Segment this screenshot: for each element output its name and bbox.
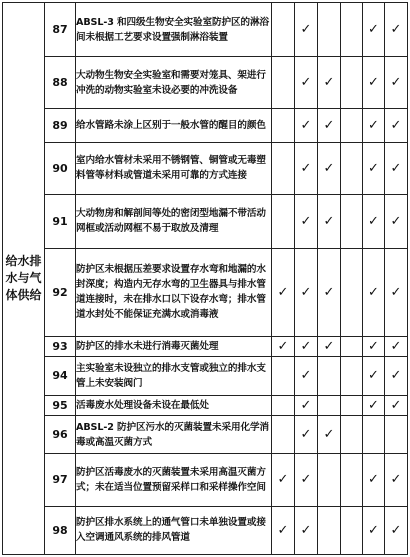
check-mark-icon: ✓ — [300, 75, 312, 91]
item-number: 89 — [45, 108, 76, 142]
check-mark-icon: ✓ — [368, 213, 379, 229]
item-number: 94 — [45, 356, 76, 395]
requirements-table — [2, 2, 408, 555]
item-number: 87 — [45, 3, 76, 57]
check-cell — [385, 108, 408, 142]
check-mark-icon: ✓ — [368, 75, 379, 91]
table-row — [3, 57, 408, 108]
check-cell — [272, 454, 295, 506]
item-description: ABSL-3 和四级生物安全实验室防护区的淋浴间未根据工艺要求设置强制淋浴装置 — [76, 3, 272, 57]
table-body — [3, 3, 408, 555]
check-mark-icon: ✓ — [368, 472, 379, 488]
item-number: 98 — [45, 506, 76, 554]
check-mark-icon: ✓ — [368, 522, 379, 538]
item-description: 室内给水管材未采用不锈钢管、铜管或无毒塑料管等材料或管道未采用可靠的方式连接 — [76, 142, 272, 194]
check-cell — [295, 142, 318, 194]
item-number: 90 — [45, 142, 76, 194]
check-mark-icon: ✓ — [277, 284, 289, 300]
check-cell — [272, 57, 295, 108]
check-cell — [341, 416, 363, 454]
check-cell — [295, 57, 318, 108]
check-cell — [341, 57, 363, 108]
check-cell — [363, 248, 385, 336]
check-mark-icon: ✓ — [390, 368, 402, 384]
check-mark-icon: ✓ — [300, 338, 312, 354]
check-mark-icon: ✓ — [300, 522, 312, 538]
check-mark-icon: ✓ — [390, 117, 402, 133]
item-number: 88 — [45, 57, 76, 108]
item-description: 防护区排水系统上的通气管口未单独设置或接入空调通风系统的排风管道 — [76, 506, 272, 554]
item-number: 93 — [45, 337, 76, 357]
check-cell — [318, 3, 341, 57]
check-cell — [272, 506, 295, 554]
check-mark-icon: ✓ — [300, 397, 312, 413]
check-mark-icon: ✓ — [300, 427, 312, 443]
check-cell — [363, 416, 385, 454]
check-cell — [341, 248, 363, 336]
table-row — [3, 195, 408, 248]
check-mark-icon: ✓ — [368, 368, 379, 384]
check-mark-icon: ✓ — [390, 75, 402, 91]
check-cell — [272, 248, 295, 336]
item-number: 97 — [45, 454, 76, 506]
item-description: ABSL-2 防护区污水的灭菌装置未采用化学消毒或高温灭菌方式 — [76, 416, 272, 454]
check-cell — [295, 195, 318, 248]
check-cell — [318, 454, 341, 506]
check-cell — [295, 3, 318, 57]
item-description: 主实验室未设独立的排水支管或独立的排水支管上未安装阀门 — [76, 356, 272, 395]
check-cell — [318, 248, 341, 336]
category-cell: 给水排水与气体供给 — [3, 3, 45, 555]
check-cell — [318, 416, 341, 454]
check-cell — [318, 195, 341, 248]
check-cell — [385, 337, 408, 357]
check-cell — [363, 454, 385, 506]
check-cell — [295, 454, 318, 506]
item-description: 大动物房和解剖间等处的密闭型地漏不带活动网框或活动网框不易于取放及清理 — [76, 195, 272, 248]
check-mark-icon: ✓ — [323, 117, 335, 133]
check-cell — [272, 142, 295, 194]
check-cell — [272, 195, 295, 248]
check-cell — [363, 195, 385, 248]
check-mark-icon: ✓ — [390, 472, 402, 488]
check-mark-icon: ✓ — [390, 22, 402, 38]
check-cell — [341, 142, 363, 194]
check-mark-icon: ✓ — [323, 213, 335, 229]
table-row — [3, 506, 408, 554]
check-mark-icon: ✓ — [300, 472, 312, 488]
table-row — [3, 108, 408, 142]
check-cell — [385, 506, 408, 554]
check-cell — [295, 395, 318, 416]
table-row — [3, 337, 408, 357]
check-mark-icon: ✓ — [390, 522, 402, 538]
check-cell — [385, 142, 408, 194]
check-cell — [272, 356, 295, 395]
check-cell — [295, 356, 318, 395]
check-cell — [318, 57, 341, 108]
item-number: 91 — [45, 195, 76, 248]
check-mark-icon: ✓ — [368, 338, 379, 354]
check-mark-icon: ✓ — [390, 397, 402, 413]
item-description: 给水管路未涂上区别于一般水管的醒目的颜色 — [76, 108, 272, 142]
check-cell — [341, 337, 363, 357]
check-cell — [295, 248, 318, 336]
check-mark-icon: ✓ — [368, 117, 379, 133]
item-description: 防护区未根据压差要求设置存水弯和地漏的水封深度；构造内无存水弯的卫生器具与排水管道连接时，未在排水口以下设存水弯；排水管道水封处不能保证充满水或消毒液 — [76, 248, 272, 336]
check-mark-icon: ✓ — [300, 160, 312, 176]
check-mark-icon: ✓ — [323, 427, 335, 443]
check-cell — [385, 195, 408, 248]
check-cell — [363, 506, 385, 554]
check-mark-icon: ✓ — [300, 22, 312, 38]
table-row — [3, 142, 408, 194]
check-cell — [363, 3, 385, 57]
check-cell — [385, 3, 408, 57]
check-cell — [295, 108, 318, 142]
table-row — [3, 454, 408, 506]
check-mark-icon: ✓ — [277, 472, 289, 488]
check-mark-icon: ✓ — [300, 368, 312, 384]
check-cell — [272, 3, 295, 57]
check-mark-icon: ✓ — [323, 160, 335, 176]
check-mark-icon: ✓ — [390, 160, 402, 176]
check-mark-icon: ✓ — [300, 284, 312, 300]
check-cell — [385, 395, 408, 416]
check-mark-icon: ✓ — [323, 284, 335, 300]
check-cell — [341, 3, 363, 57]
check-mark-icon: ✓ — [323, 75, 335, 91]
check-cell — [341, 506, 363, 554]
check-cell — [295, 506, 318, 554]
check-cell — [385, 57, 408, 108]
check-mark-icon: ✓ — [368, 397, 379, 413]
check-mark-icon: ✓ — [323, 338, 335, 354]
check-cell — [341, 454, 363, 506]
check-cell — [318, 337, 341, 357]
check-cell — [363, 337, 385, 357]
item-description: 防护区的排水未进行消毒灭菌处理 — [76, 337, 272, 357]
check-cell — [318, 506, 341, 554]
check-cell — [272, 337, 295, 357]
check-cell — [318, 356, 341, 395]
check-cell — [341, 108, 363, 142]
check-cell — [385, 356, 408, 395]
check-mark-icon: ✓ — [368, 284, 379, 300]
item-number: 95 — [45, 395, 76, 416]
item-number: 92 — [45, 248, 76, 336]
item-number: 96 — [45, 416, 76, 454]
check-mark-icon: ✓ — [277, 338, 289, 354]
check-mark-icon: ✓ — [390, 213, 402, 229]
check-mark-icon: ✓ — [368, 22, 379, 38]
check-cell — [295, 416, 318, 454]
check-mark-icon: ✓ — [300, 213, 312, 229]
item-description: 防护区活毒废水的灭菌装置未采用高温灭菌方式；未在适当位置预留采样口和采样操作空间 — [76, 454, 272, 506]
table-row — [3, 356, 408, 395]
check-mark-icon: ✓ — [368, 160, 379, 176]
check-cell — [318, 108, 341, 142]
item-description: 大动物生物安全实验室和需要对笼具、架进行冲洗的动物实验室未设必要的冲洗设备 — [76, 57, 272, 108]
check-cell — [363, 395, 385, 416]
check-cell — [318, 142, 341, 194]
check-cell — [385, 454, 408, 506]
check-mark-icon: ✓ — [300, 117, 312, 133]
check-cell — [341, 195, 363, 248]
check-mark-icon: ✓ — [277, 522, 289, 538]
check-cell — [318, 395, 341, 416]
table-row — [3, 395, 408, 416]
table-row — [3, 416, 408, 454]
check-mark-icon: ✓ — [390, 284, 402, 300]
check-cell — [363, 356, 385, 395]
check-cell — [295, 337, 318, 357]
check-cell — [272, 395, 295, 416]
check-cell — [341, 395, 363, 416]
check-cell — [341, 356, 363, 395]
table-row — [3, 3, 408, 57]
check-mark-icon: ✓ — [390, 338, 402, 354]
check-cell — [385, 416, 408, 454]
check-cell — [363, 57, 385, 108]
check-cell — [385, 248, 408, 336]
table-row — [3, 248, 408, 336]
check-cell — [272, 416, 295, 454]
check-cell — [363, 142, 385, 194]
item-description: 活毒废水处理设备未设在最低处 — [76, 395, 272, 416]
check-cell — [272, 108, 295, 142]
check-cell — [363, 108, 385, 142]
